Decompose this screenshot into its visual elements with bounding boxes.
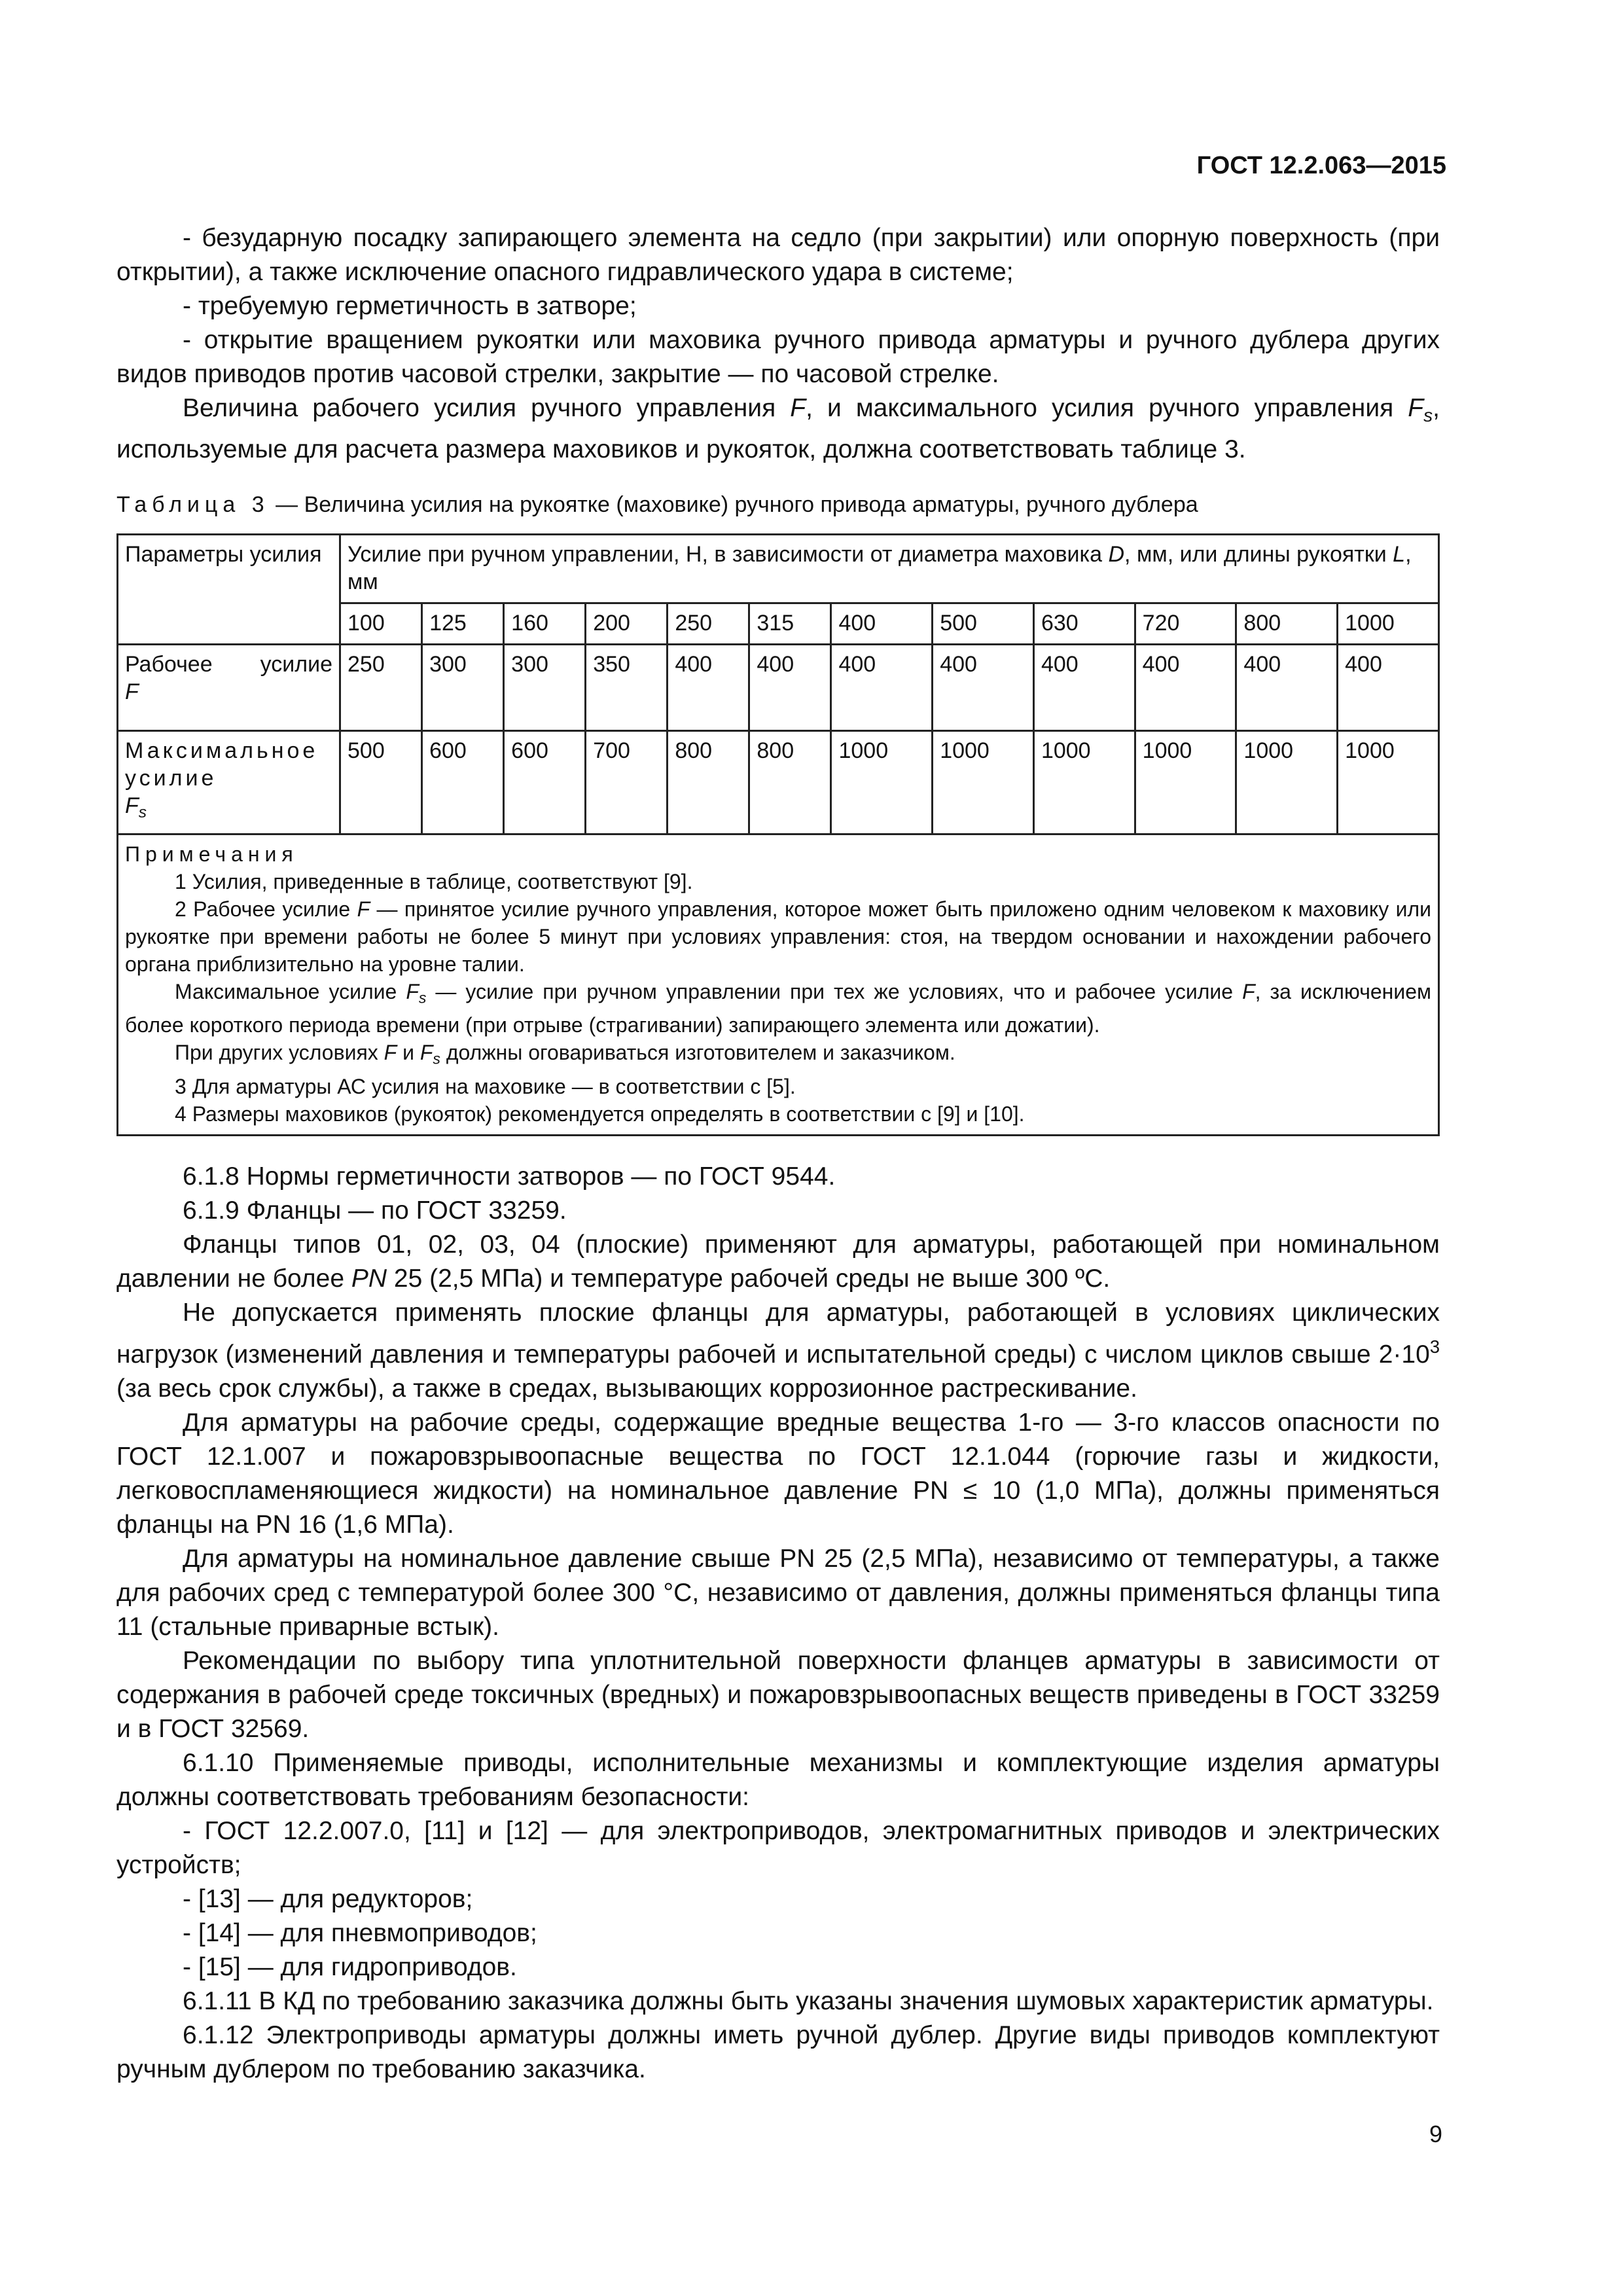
max-force-cell: 700	[586, 730, 668, 834]
section-6-1-10: 6.1.10 Применяемые приводы, исполнительные механизмы и комплектующие изделия арматуры должны соответствовать требованиям безопасности:	[116, 1748, 1440, 1811]
no-flat-text-a: Не допускается применять плоские фланцы для арматуры, работающей в условиях циклических нагрузок (изменений давления и температуры рабочей и испытательной среды) с числом циклов свыше 2·10	[116, 1298, 1440, 1369]
note-2-other-s: s	[433, 1050, 440, 1067]
working-force-cell: 400	[933, 644, 1034, 730]
intro-item-3: - открытие вращением рукоятки или маховика ручного привода арматуры и ручного дублера других видов приводов против часовой стрелки, закрытие — по часовой стрелке.	[116, 326, 1440, 388]
note-1: 1 Усилия, приведенные в таблице, соответствуют [9].	[175, 869, 693, 893]
working-force-cell: 400	[1033, 644, 1135, 730]
working-force-cell: 300	[422, 644, 504, 730]
high-pressure-paragraph: Для арматуры на номинальное давление свыше PN 25 (2,5 МПа), независимо от температуры, а также для рабочих сред с температурой более 300 °С, независимо от давления, должны применяться фланцы типа 11 (стальные приварные встык).	[116, 1544, 1440, 1641]
diameter-cell: 400	[831, 603, 933, 644]
max-force-subscript: s	[138, 803, 147, 821]
note-2-b: — принятое усилие ручного управления, которое может быть приложено одним человеком к маховику или рукоятке при времени работы не более 5 минут при условиях управления: стоя, на твердом основании и нахождении рабочего органа приблизительно на уровне талии.	[125, 897, 1432, 976]
working-force-cell: 400	[749, 644, 831, 730]
note-2-max-c: , за исключением более короткого периода времени (при отрыве (страгивании) запирающего элемента или дожатии).	[125, 979, 1432, 1037]
section-6-1-8: 6.1.8 Нормы герметичности затворов — по ГОСТ 9544.	[183, 1162, 836, 1191]
document-code: ГОСТ 12.2.063—2015	[1196, 152, 1446, 179]
diameter-cell: 125	[422, 603, 504, 644]
notes-title: Примечания	[125, 842, 298, 866]
force-symbol-Fs: F	[1408, 394, 1424, 422]
section-6-1-11: 6.1.11 В КД по требованию заказчика должны быть указаны значения шумовых характеристик арматуры.	[183, 1986, 1434, 2015]
note-2	[125, 895, 1431, 978]
intro-item-2: - требуемую герметичность в затворе;	[183, 292, 637, 320]
force-subscript-s: s	[1423, 404, 1433, 425]
note-2-F: F	[357, 897, 370, 921]
table-caption-label: Таблица 3	[116, 492, 270, 517]
note-2-other-Fs: F	[419, 1041, 433, 1065]
note-2-other	[125, 1039, 1431, 1072]
table-caption	[116, 490, 1440, 519]
max-force-symbol: F	[125, 793, 139, 818]
note-2-max-s: s	[418, 989, 427, 1007]
force-text-b: , и максимального усилия ручного управления	[806, 394, 1408, 422]
max-force-cell: 1000	[831, 730, 933, 834]
requirement-4: - [15] — для гидроприводов.	[183, 1952, 517, 1981]
span-header-L: L	[1393, 541, 1406, 567]
working-force-cell: 300	[504, 644, 586, 730]
flanges-text-a: Фланцы типов 01, 02, 03, 04 (плоские) применяют для арматуры, работающей при номинальном давлении не более	[116, 1230, 1440, 1293]
working-force-row	[118, 644, 1439, 730]
max-force-cell: 1000	[933, 730, 1034, 834]
diameter-cell: 200	[586, 603, 668, 644]
max-force-cell: 500	[340, 730, 422, 834]
max-force-label: Максимальное усилие	[125, 738, 319, 791]
diameter-cell: 630	[1033, 603, 1135, 644]
force-symbol-F: F	[790, 394, 806, 422]
note-2-max	[125, 978, 1431, 1039]
note-2-a: 2 Рабочее усилие	[175, 897, 357, 921]
working-force-label-cell	[118, 644, 340, 730]
note-2-other-c: должны оговариваться изготовителем и заказчиком.	[440, 1041, 955, 1065]
working-force-cell: 350	[586, 644, 668, 730]
page-number: 9	[1429, 2121, 1442, 2147]
note-4: 4 Размеры маховиков (рукояток) рекомендуется определять в соответствии с [9] и [10].	[175, 1102, 1025, 1126]
max-force-row	[118, 730, 1439, 834]
note-2-other-F: F	[383, 1041, 397, 1065]
requirement-2: - [13] — для редукторов;	[183, 1884, 473, 1913]
span-header-cell	[340, 534, 1439, 603]
notes-cell	[118, 834, 1439, 1135]
note-2-max-a: Максимальное усилие	[175, 979, 406, 1003]
max-force-cell: 800	[749, 730, 831, 834]
note-3: 3 Для арматуры АС усилия на маховике — в соответствии с [5].	[175, 1074, 796, 1098]
span-header-b: , мм, или длины рукоятки	[1124, 541, 1393, 567]
no-flat-text-b: (за весь срок службы), а также в средах, вызывающих коррозионное растрескивание.	[116, 1374, 1137, 1403]
notes-row	[118, 834, 1439, 1135]
diameter-cell: 1000	[1338, 603, 1439, 644]
force-text-c: , используемые для расчета размера маховиков и рукояток, должна соответствовать таблице 3.	[116, 394, 1440, 463]
table-caption-text: — Величина усилия на рукоятке (маховике) ручного привода арматуры, ручного дублера	[269, 492, 1198, 517]
working-force-label: Рабочее усилие	[125, 651, 332, 677]
span-header-a: Усилие при ручном управлении, Н, в зависимости от диаметра маховика	[348, 541, 1109, 567]
note-2-other-a: При других условиях	[175, 1041, 384, 1065]
working-force-cell: 400	[1338, 644, 1439, 730]
note-2-max-b: — усилие при ручном управлении при тех же условиях, что и рабочее усилие	[426, 979, 1243, 1003]
force-table	[116, 533, 1440, 1136]
span-header-D: D	[1108, 541, 1125, 567]
requirement-1: - ГОСТ 12.2.007.0, [11] и [12] — для электроприводов, электромагнитных приводов и электрических устройств;	[116, 1816, 1440, 1879]
working-force-cell: 400	[1135, 644, 1236, 730]
flanges-text-b: 25 (2,5 МПа) и температуре рабочей среды не выше 300 ºС.	[387, 1264, 1111, 1293]
diameter-cell: 315	[749, 603, 831, 644]
intro-item-1: - безударную посадку запирающего элемента на седло (при закрытии) или опорную поверхность (при открытии), а также исключение опасного гидравлического удара в системе;	[116, 224, 1440, 286]
diameter-cell: 720	[1135, 603, 1236, 644]
requirement-3: - [14] — для пневмоприводов;	[183, 1918, 537, 1947]
max-force-cell: 600	[504, 730, 586, 834]
force-paragraph	[116, 391, 1440, 467]
diameter-cell: 500	[933, 603, 1034, 644]
recommend-paragraph: Рекомендации по выбору типа уплотнительной поверхности фланцев арматуры в зависимости от содержания в рабочей среде токсичных (вредных) и пожаровзрывоопасных веществ приведены в ГОСТ 33259 и в ГОСТ 32569.	[116, 1646, 1440, 1743]
max-force-cell: 800	[668, 730, 749, 834]
max-force-cell: 1000	[1033, 730, 1135, 834]
max-force-cell: 1000	[1236, 730, 1338, 834]
harmful-paragraph: Для арматуры на рабочие среды, содержащие вредные вещества 1-го — 3-го классов опасности по ГОСТ 12.1.007 и пожаровзрывоопасные вещества по ГОСТ 12.1.044 (горючие газы и жидкости, легковоспламеняющиеся жидкости) на номинальное давление PN ≤ 10 (1,0 МПа), должны применяться фланцы на PN 16 (1,6 МПа).	[116, 1408, 1440, 1539]
working-force-cell: 400	[668, 644, 749, 730]
section-6-1-9: 6.1.9 Фланцы — по ГОСТ 33259.	[183, 1196, 567, 1225]
flanges-PN: PN	[351, 1264, 387, 1293]
note-2-max-F2: F	[1242, 979, 1255, 1003]
page-content	[116, 221, 1440, 2087]
working-force-symbol: F	[125, 679, 139, 704]
max-force-cell: 1000	[1135, 730, 1236, 834]
no-flat-exponent: 3	[1429, 1336, 1440, 1357]
force-text-a: Величина рабочего усилия ручного управления	[183, 394, 791, 422]
section-6-1-12: 6.1.12 Электроприводы арматуры должны иметь ручной дублер. Другие виды приводов комплектуют ручным дублером по требованию заказчика.	[116, 2020, 1440, 2083]
no-flat-paragraph	[116, 1296, 1440, 1406]
diameter-cell: 250	[668, 603, 749, 644]
note-2-other-b: и	[397, 1041, 420, 1065]
diameter-cell: 100	[340, 603, 422, 644]
span-header-c: , мм	[348, 541, 1412, 594]
working-force-cell: 400	[1236, 644, 1338, 730]
param-header-cell: Параметры усилия	[118, 534, 340, 644]
max-force-label-cell	[118, 730, 340, 834]
max-force-cell: 600	[422, 730, 504, 834]
diameter-cell: 160	[504, 603, 586, 644]
working-force-cell: 400	[831, 644, 933, 730]
max-force-cell: 1000	[1338, 730, 1439, 834]
note-2-max-F: F	[406, 979, 419, 1003]
flanges-paragraph	[116, 1228, 1440, 1296]
diameter-cell: 800	[1236, 603, 1338, 644]
working-force-cell: 250	[340, 644, 422, 730]
